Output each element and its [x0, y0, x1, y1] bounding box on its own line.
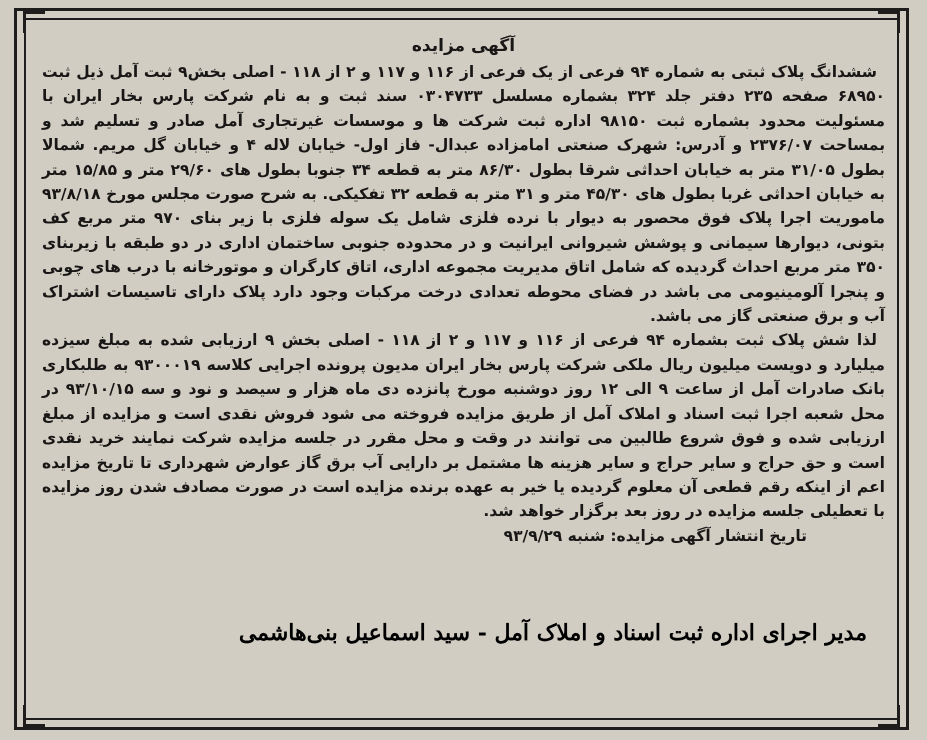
notice-title: آگهی مزایده — [411, 36, 516, 56]
property-description: ششدانگ پلاک ثبتی به شماره ۹۴ فرعی از یک فرعی از ۱۱۶ و ۱۱۷ و ۲ از ۱۱۸ - اصلی بخش۹ ثبت آمل ذیل ثبت ۶۸۹۵۰ صفحه ۲۳۵ دفتر جلد ۳۲۴ بشماره مسلسل ۰۳۰۴۷۳۳ سند ثبت و به نام شرکت پارس بخار ایران با مسئولیت محدود بشماره ثبت ۹۸۱۵۰ اداره ثبت شرکت ها و موسسات غیرتجاری آمل صادر و تسلیم شد و بمساحت ۲۳۷۶/۰۷ و آدرس: شهرک صنعتی امامزاده عبدال- فاز اول- خیابان لاله ۴ و خیابان گل مریم. شمالا بطول ۳۱/۰۵ متر به خیابان احداثی شرقا بطول ۸۶/۳۰ متر به قطعه ۳۴ جنوبا بطول های ۲۹/۶۰ متر و ۱۵/۸۵ متر به خیابان احداثی غربا بطول های ۴۵/۳۰ متر و ۳۱ متر به قطعه ۳۲ تفکیکی. به شرح صورت مجلس مورخ ۹۳/۸/۱۸ ماموریت اجرا پلاک فوق محصور به دیوار با نرده فلزی شامل یک سوله فلزی با زیر بنای ۹۷۰ متر مربع کف بتونی، دیوارها سیمانی و پوشش شیروانی ایرانیت و در محدوده جنوبی ساختمان اداری در دو طبقه با زیربنای ۳۵۰ متر مربع احداث گردیده که شامل اتاق مدیریت مجموعه اداری، اتاق کارگران و موتورخانه با درب های چوبی و پنجرا آلومینیومی می باشد در فضای محوطه تعدادی درخت مرکبات وجود دارد پلاک دارای تاسیسات اشتراک آب و برق صنعتی گاز می باشد. — [42, 63, 886, 326]
notice-body — [40, 60, 887, 524]
publish-date: تاریخ انتشار آگهی مزایده: شنبه ۹۳/۹/۲۹ — [503, 526, 807, 545]
signature-line: مدیر اجرای اداره ثبت اسناد و املاک آمل - سید اسماعیل بنی‌هاشمی — [238, 620, 867, 646]
auction-terms: لذا شش پلاک ثبت بشماره ۹۴ فرعی از ۱۱۶ و ۱۱۷ و ۲ از ۱۱۸ - اصلی بخش ۹ ارزیابی شده به مبلغ سیزده میلیارد و دویست میلیون ریال ملکی شرکت پارس بخار ایران مدیون پرونده اجرایی کلاسه ۹۳۰۰۰۱۹ به طلبکاری بانک صادرات آمل از ساعت ۹ الی ۱۲ روز دوشنبه مورخ پانزده دی ماه هزار و سیصد و نود و سه ۹۳/۱۰/۱۵ در محل شعبه اجرا ثبت اسناد و املاک آمل از طریق مزایده فروخته می شود فروش نقدی است و مزایده از مبلغ ارزیابی شده و فوق شروع طالبین می توانند در وقت و محل مقرر در جلسه مزایده شرکت نمایند خرید نقدی است و حق حراج و سایر حراج و سایر هزینه ها مشتمل بر دارایی آب برق گاز عوارض شهرداری تا تاریخ مزایده اعم از اینکه رقم قطعی آن معلوم گردیده یا خیر به عهده برنده مزایده است در صورت مصادف شدن روز مزایده با تعطیلی جلسه مزایده در روز بعد برگزار خواهد شد. — [42, 331, 886, 521]
